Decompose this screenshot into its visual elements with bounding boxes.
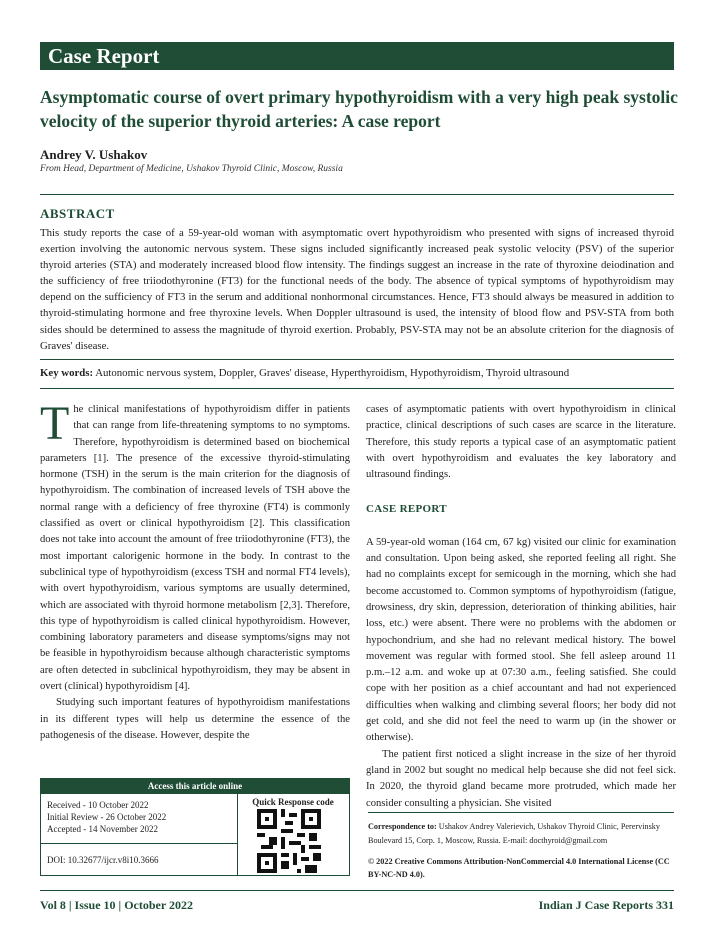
divider	[40, 388, 674, 389]
initial-review-date: Initial Review - 26 October 2022	[47, 812, 167, 822]
abstract-heading: ABSTRACT	[40, 206, 115, 221]
case-paragraph-2: The patient first noticed a slight increase in the size of her thyroid gland in 2002 but sought no medical help because she did not feel sick. In 2020, the thyroid gland became more protruded, which made her consider consulting a physician. She visited	[366, 748, 676, 809]
accepted-date: Accepted - 14 November 2022	[47, 824, 158, 834]
correspondence-label: Correspondence to:	[368, 822, 437, 831]
left-column	[40, 397, 350, 744]
qr-code-label: Quick Response code	[252, 797, 334, 807]
license-notice: © 2022 Creative Commons Attribution-NonCommercial 4.0 International License (CC BY-NC-ND 4.0).	[368, 857, 670, 879]
section-banner-label: Case Report	[48, 44, 160, 68]
divider	[368, 812, 674, 813]
author-name: Andrey V. Ushakov	[40, 147, 148, 162]
footer-volume: Vol 8 | Issue 10 | October 2022	[40, 898, 193, 912]
received-date: Received - 10 October 2022	[47, 800, 149, 810]
divider	[237, 794, 238, 875]
access-article-box	[40, 778, 350, 876]
intro-paragraph-2: Studying such important features of hypothyroidism manifestations in its different types will help us determine the essence of the pathogenesis of the disease. However, despite the	[40, 697, 350, 741]
case-report-heading: CASE REPORT	[366, 503, 447, 516]
divider	[40, 194, 674, 195]
correspondence-text: Ushakov Andrey Valerievich, Ushakov Thyroid Clinic, Perervinsky Boulevard 15, Corp. 1, Moscow, Russia. E-mail: docthyroid@gmail.com	[368, 822, 660, 845]
divider	[41, 843, 237, 844]
qr-code-icon[interactable]	[257, 809, 321, 873]
article-title: Asymptomatic course of overt primary hypothyroidism with a very high peak systolic velocity of the superior thyroid arteries: A case report	[40, 87, 678, 131]
abstract-text: This study reports the case of a 59-year-old woman with asymptomatic overt hypothyroidism who presented with signs of increased thyroid exertion involving the autonomic nervous system. These signs included significantly increased peak systolic velocity (PSV) of the superior thyroid arteries (STA) and moderately increased blood flow intensity. The findings suggest an increase in the rate of thyroxine deiodination and the sufficiency of free triiodothyronine (FT3) for the functional needs of the body. The absence of typical symptoms of hypothyroidism may depend on the sufficiency of FT3 in the serum and additional nonhormonal circumstances. Hence, FT3 should always be measured in addition to thyroid-stimulating hormone and free thyroxine levels. When Doppler ultrasound is used, the intensity of blood flow and PSV-STA from both sides should be determined to assess the magnitude of thyroid exertion. Probably, PSV-STA may not be an absolute criterion for the diagnosis of Graves' disease.	[40, 227, 674, 352]
access-box-heading: Access this article online	[41, 779, 349, 794]
case-paragraph-1: A 59-year-old woman (164 cm, 67 kg) visited our clinic for examination and consultation. Upon being asked, she reported feeling all right. She had no complaints except for semicough in the morning, which she had become accustomed to. Common symptoms of hypothyroidism (fatigue, drowsiness, dry skin, depression, deterioration of thinking abilities, hair loss, etc.) were absent. There were no problems with the abdomen or hypochondrium, and she had no relevant medical history. The bowel movement was regular with formed stool. She fell asleep around 11 p.m.–12 a.m. and woke up at 07:30 a.m., feeling satisfied. She could cope with her position as a chief accountant and had not experienced difficulties when walking and climbing several floors; her body did not get cold, and she did not feel the need to warm up (in the shower or otherwise).	[366, 536, 676, 744]
keywords-text: Autonomic nervous system, Doppler, Graves' disease, Hyperthyroidism, Hypothyroidism, Thyroid ultrasound	[95, 367, 570, 379]
footer-journal: Indian J Case Reports 331	[538, 898, 674, 912]
correspondence	[368, 820, 674, 848]
keywords	[40, 367, 674, 379]
intro-paragraph	[40, 397, 350, 695]
keywords-label: Key words:	[40, 367, 94, 379]
intro-continued: cases of asymptomatic patients with overt hypothyroidism in clinical practice, clinical descriptions of such cases are scarce in the literature. Therefore, this study reports a typical case of an asymptomatic patient with overt hypothyroidism and evaluates the key laboratory and ultrasound findings.	[366, 404, 676, 481]
doi: DOI: 10.32677/ijcr.v8i10.3666	[47, 855, 159, 865]
author-affiliation: From Head, Department of Medicine, Ushakov Thyroid Clinic, Moscow, Russia	[40, 164, 343, 174]
divider	[40, 359, 674, 360]
right-column	[366, 402, 676, 812]
footer-rule	[40, 890, 674, 891]
intro-text: he clinical manifestations of hypothyroidism differ in patients that can range from life-threatening symptoms to no symptoms. Therefore, hypothyroidism is determined based on biochemical parameters [1]. The presence of the excessive thyroid-stimulating hormone (TSH) in the serum is the main criterion for the diagnosis of hypothyroidism. The combination of increased levels of TSH above the normal range with a deficiency of free thyroxine (FT4) is commonly classified as overt or clinical hypothyroidism [2]. This classification does not take into account the amount of free triiodothyronine (FT3), the most important calorigenic hormone in the body. In contrast to the subclinical type of hypothyroidism (excess TSH and normal FT4 levels), with overt hypothyroidism, various symptoms are usually determined, which are associated with thyroid hormone metabolism [2,3]. Therefore, this type of hypothyroidism is called clinical hypothyroidism. However, combining laboratory parameters and disease symptoms/signs may not be feasible in hypothyroidism because although characteristic symptoms are often detected in subclinical hypothyroidism, they may be absent in overt (clinical) hypothyroidism [4].	[40, 404, 350, 693]
article-dates	[47, 799, 166, 835]
drop-cap: T	[40, 397, 70, 450]
section-banner	[40, 42, 674, 70]
